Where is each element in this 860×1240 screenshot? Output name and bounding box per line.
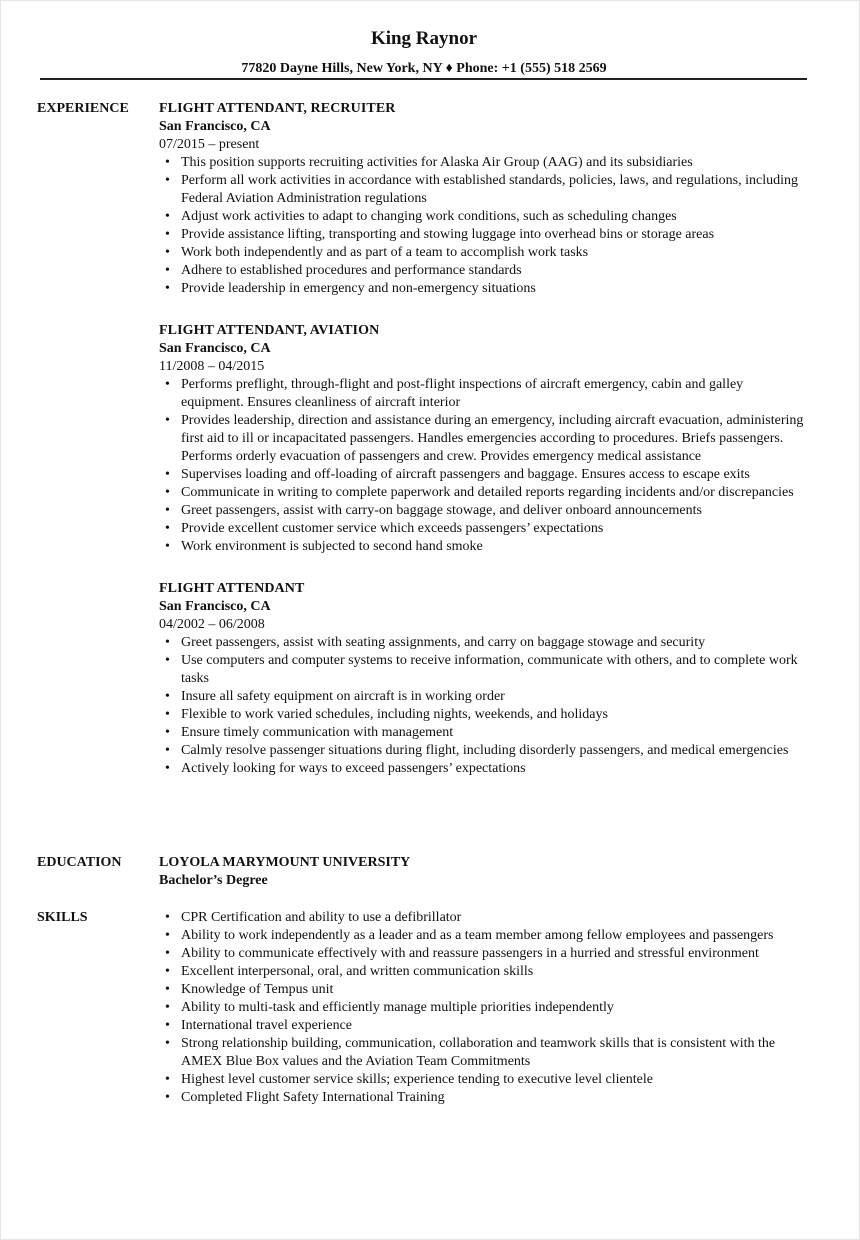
bullet-item: • Adhere to established procedures and performance standards bbox=[159, 262, 809, 280]
job-bullets bbox=[159, 634, 809, 778]
bullet-item: • Calmly resolve passenger situations during flight, including disorderly passengers, and medical emergencies bbox=[159, 742, 809, 760]
job-location: San Francisco, CA bbox=[159, 341, 271, 356]
job-title: FLIGHT ATTENDANT, RECRUITER bbox=[159, 101, 396, 116]
job-entry bbox=[159, 322, 809, 556]
skill-item: • Completed Flight Safety International Training bbox=[159, 1089, 809, 1107]
experience-heading: EXPERIENCE bbox=[37, 101, 129, 116]
bullet-item: • Perform all work activities in accordance with established standards, policies, laws, and regulations, including Federal Aviation Administration regulations bbox=[159, 172, 809, 208]
bullet-item: • Work both independently and as part of a team to accomplish work tasks bbox=[159, 244, 809, 262]
skills-heading: SKILLS bbox=[37, 910, 88, 925]
bullet-item: • Actively looking for ways to exceed passengers’ expectations bbox=[159, 760, 809, 778]
bullet-item: • Use computers and computer systems to receive information, communicate with others, and to complete work tasks bbox=[159, 652, 809, 688]
experience-list bbox=[159, 100, 809, 802]
job-location: San Francisco, CA bbox=[159, 119, 271, 134]
contact-line: 77820 Dayne Hills, New York, NY ♦ Phone: +1 (555) 518 2569 bbox=[241, 61, 607, 76]
skill-item: • CPR Certification and ability to use a defibrillator bbox=[159, 909, 809, 927]
bullet-item: • Supervises loading and off-loading of aircraft passengers and baggage. Ensures access to escape exits bbox=[159, 466, 809, 484]
bullet-item: • Adjust work activities to adapt to changing work conditions, such as scheduling changes bbox=[159, 208, 809, 226]
skill-item: • Knowledge of Tempus unit bbox=[159, 981, 809, 999]
skill-item: • Ability to communicate effectively with and reassure passengers in a hurried and stressful environment bbox=[159, 945, 809, 963]
bullet-item: • Performs preflight, through-flight and post-flight inspections of aircraft emergency, cabin and galley equipment. Ensures cleanliness of aircraft interior bbox=[159, 376, 809, 412]
job-bullets bbox=[159, 154, 809, 298]
job-title: FLIGHT ATTENDANT bbox=[159, 581, 305, 596]
bullet-item: • Work environment is subjected to second hand smoke bbox=[159, 538, 809, 556]
bullet-item: • Greet passengers, assist with seating assignments, and carry on baggage stowage and security bbox=[159, 634, 809, 652]
job-dates: 04/2002 – 06/2008 bbox=[159, 617, 265, 632]
bullet-item: • Flexible to work varied schedules, including nights, weekends, and holidays bbox=[159, 706, 809, 724]
skill-item: • Ability to work independently as a leader and as a team member among fellow employees and passengers bbox=[159, 927, 809, 945]
skill-item: • Ability to multi-task and efficiently manage multiple priorities independently bbox=[159, 999, 809, 1017]
bullet-item: • This position supports recruiting activities for Alaska Air Group (AAG) and its subsidiaries bbox=[159, 154, 809, 172]
job-dates: 11/2008 – 04/2015 bbox=[159, 359, 265, 374]
header-divider bbox=[40, 78, 807, 80]
bullet-item: • Provide assistance lifting, transporting and stowing luggage into overhead bins or storage areas bbox=[159, 226, 809, 244]
skill-item: • Highest level customer service skills; experience tending to executive level clientele bbox=[159, 1071, 809, 1089]
skill-item: • Excellent interpersonal, oral, and written communication skills bbox=[159, 963, 809, 981]
job-bullets bbox=[159, 376, 809, 556]
bullet-item: • Ensure timely communication with management bbox=[159, 724, 809, 742]
bullet-item: • Greet passengers, assist with carry-on baggage stowage, and deliver onboard announcements bbox=[159, 502, 809, 520]
degree: Bachelor’s Degree bbox=[159, 873, 268, 888]
skill-item: • International travel experience bbox=[159, 1017, 809, 1035]
bullet-item: • Provide excellent customer service which exceeds passengers’ expectations bbox=[159, 520, 809, 538]
job-dates: 07/2015 – present bbox=[159, 137, 260, 152]
bullet-item: • Insure all safety equipment on aircraft is in working order bbox=[159, 688, 809, 706]
bullet-item: • Communicate in writing to complete paperwork and detailed reports regarding incidents and/or discrepancies bbox=[159, 484, 809, 502]
bullet-item: • Provide leadership in emergency and non-emergency situations bbox=[159, 280, 809, 298]
school-name: LOYOLA MARYMOUNT UNIVERSITY bbox=[159, 855, 411, 870]
bullet-item: • Provides leadership, direction and assistance during an emergency, including aircraft evacuation, administering first aid to ill or incapacitated passengers. Handles emergencies according to procedures. Briefs passengers. Performs orderly evacuation of passengers and crew. Provides emergency medical assistance bbox=[159, 412, 809, 466]
job-location: San Francisco, CA bbox=[159, 599, 271, 614]
skill-item: • Strong relationship building, communication, collaboration and teamwork skills that is consistent with the AMEX Blue Box values and the Aviation Team Commitments bbox=[159, 1035, 809, 1071]
skills-list bbox=[159, 909, 809, 1107]
candidate-name: King Raynor bbox=[370, 28, 478, 49]
job-entry bbox=[159, 580, 809, 778]
job-entry bbox=[159, 100, 809, 298]
education-heading: EDUCATION bbox=[37, 855, 122, 870]
job-title: FLIGHT ATTENDANT, AVIATION bbox=[159, 323, 380, 338]
